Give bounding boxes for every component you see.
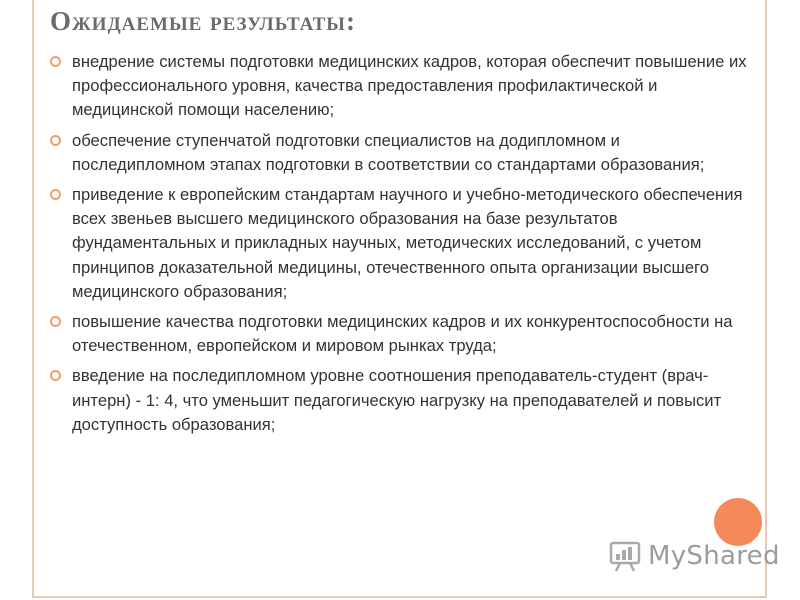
bullet-text: повышение качества подготовки медицинских кадров и их конкурентоспособности на отечественном, европейском и мировом рынках труда; [72,312,733,356]
myshared-logo-icon [608,538,644,574]
bullet-text: введение на последипломном уровне соотношения преподаватель-студент (врач-интерн) - 1: 4, что уменьшит педагогическую нагрузку на преподавателей и повысит доступность образования; [72,366,722,434]
bullet-circle-icon [50,189,61,200]
list-item [48,50,748,123]
bullet-circle-icon [50,135,61,146]
slide-title: Ожидаемые результаты: [50,6,356,36]
bullet-list [48,50,748,443]
bullet-text: обеспечение ступенчатой подготовки специалистов на додипломном и последипломном этапах подготовки в соответствии со стандартами образования; [72,130,705,174]
bullet-circle-icon [50,370,61,381]
bullet-text: внедрение системы подготовки медицинских кадров, которая обеспечит повышение их профессионального уровня, качества предоставления профилактической и медицинской помощи населению; [72,52,747,120]
list-item [48,183,748,304]
list-item [48,129,748,177]
list-item [48,364,748,437]
bullet-text: приведение к европейским стандартам научного и учебно-методического обеспечения всех звеньев высшего медицинского образования на базе результатов фундаментальных и прикладных научных, методических исследований, с учетом принципов доказательной медицины, отечественного опыта организации высшего медицинского образования; [72,185,743,301]
list-item [48,310,748,358]
bullet-circle-icon [50,56,61,67]
bullet-circle-icon [50,316,61,327]
watermark-text: MyShared [648,541,780,571]
myshared-watermark [608,538,780,574]
